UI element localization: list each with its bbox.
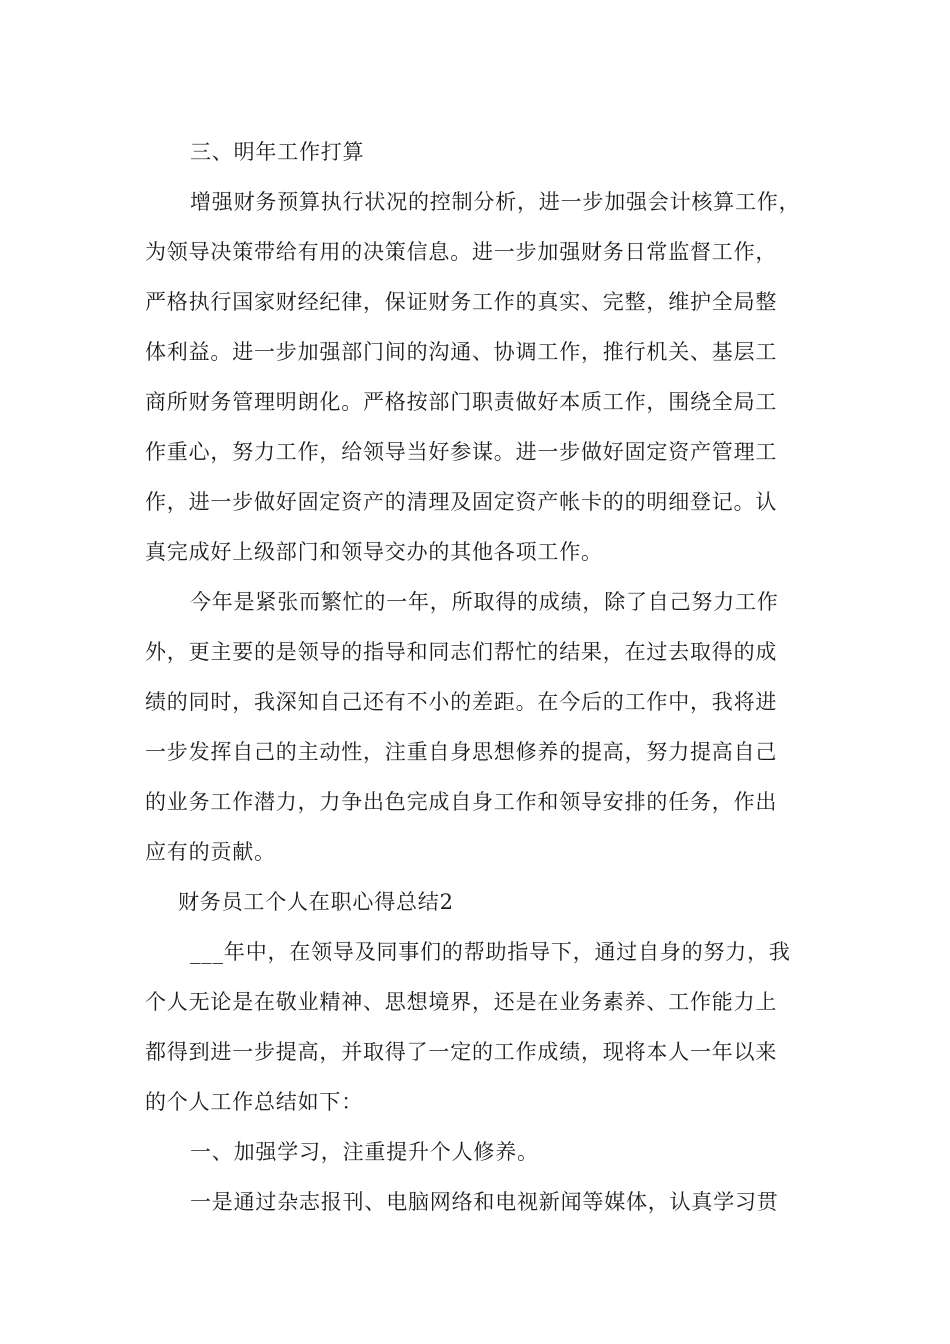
paragraph-line: 今年是紧张而繁忙的一年，所取得的成绩，除了自己努力工作	[190, 590, 779, 614]
paragraph-line: 真完成好上级部门和领导交办的其他各项工作。	[145, 540, 603, 564]
paragraph-line: 商所财务管理明朗化。严格按部门职责做好本质工作，围绕全局工	[145, 390, 778, 414]
paragraph-line: 体利益。进一步加强部门间的沟通、协调工作，推行机关、基层工	[145, 340, 778, 364]
section-heading-plans: 三、明年工作打算	[190, 140, 365, 164]
paragraph-line: 外，更主要的是领导的指导和同志们帮忙的结果，在过去取得的成	[145, 640, 778, 664]
paragraph-line: ___年中，在领导及同事们的帮助指导下，通过自身的努力，我	[190, 940, 791, 964]
paragraph-line: 作，进一步做好固定资产的清理及固定资产帐卡的的明细登记。认	[145, 490, 778, 514]
paragraph-line: 作重心，努力工作，给领导当好参谋。进一步做好固定资产管理工	[145, 440, 778, 464]
paragraph-line: 增强财务预算执行状况的控制分析，进一步加强会计核算工作，	[190, 190, 801, 214]
document-subtitle: 财务员工个人在职心得总结2	[178, 890, 454, 914]
paragraph-line: 为领导决策带给有用的决策信息。进一步加强财务日常监督工作，	[145, 240, 778, 264]
paragraph-line: 个人无论是在敬业精神、思想境界，还是在业务素养、工作能力上	[145, 990, 778, 1014]
paragraph-line: 的业务工作潜力，力争出色完成自身工作和领导安排的任务，作出	[145, 790, 778, 814]
paragraph-line: 一步发挥自己的主动性，注重自身思想修养的提高，努力提高自己	[145, 740, 778, 764]
paragraph-line: 的个人工作总结如下：	[145, 1090, 363, 1114]
paragraph-line: 都得到进一步提高，并取得了一定的工作成绩，现将本人一年以来	[145, 1040, 778, 1064]
paragraph-line: 绩的同时，我深知自己还有不小的差距。在今后的工作中，我将进	[145, 690, 778, 714]
paragraph-line: 一是通过杂志报刊、电脑网络和电视新闻等媒体，认真学习贯	[190, 1190, 779, 1214]
section-heading-learning: 一、加强学习，注重提升个人修养。	[190, 1140, 539, 1164]
paragraph-line: 应有的贡献。	[145, 840, 276, 864]
paragraph-line: 严格执行国家财经纪律，保证财务工作的真实、完整，维护全局整	[145, 290, 778, 314]
